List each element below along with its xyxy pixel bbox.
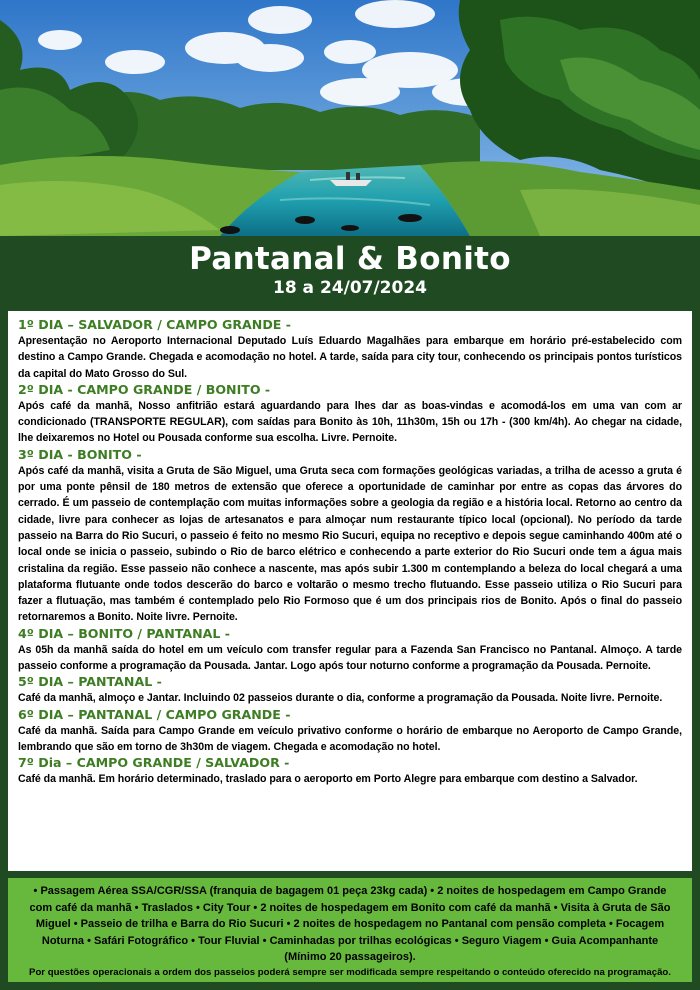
itinerary-panel [8,311,692,871]
day-5 [18,674,682,706]
day-6 [18,707,682,756]
day-title: 1º DIA – SALVADOR / CAMPO GRANDE - [18,317,292,332]
title-band [0,236,700,302]
day-1 [18,317,682,382]
hero-photo [0,0,700,236]
river-landscape-illustration [0,0,700,236]
day-description: Café da manhã. Saída para Campo Grande em veículo privativo conforme o horário de embarque no Aeroporto de Campo Grande, lembrando que são em torno de 3h30m de viagem. Chegada e acomodação no hotel. [18,724,682,753]
day-description: Café da manhã, almoço e Jantar. Incluindo 02 passeios durante o dia, conforme a programação da Pousada. Noite livre. Pernoite. [18,692,663,705]
day-4 [18,626,682,675]
day-title: 7º Dia – CAMPO GRANDE / SALVADOR - [18,755,290,771]
day-7 [18,755,682,787]
day-title: 2º DIA - CAMPO GRANDE / BONITO - [18,381,271,397]
day-title: 3º DIA - BONITO - [18,446,142,462]
day-title: 5º DIA – PANTANAL - [18,674,162,690]
day-3 [18,447,682,626]
day-description: Café da manhã. Em horário determinado, traslado para o aeroporto em Porto Alegre para embarque com destino a Salvador. [18,773,638,786]
day-title: 4º DIA – BONITO / PANTANAL - [18,625,231,641]
day-description: Após café da manhã, Nosso anfitrião estará aguardando para lhes dar as boas-vindas e acomodá-los em uma van com ar condicionado (TRANSPORTE REGULAR), com saídas para Bonito às 10h, 11h30m, 15h ou 17h - (300 km/4h). Ao chegar na cidade, lhe deixaremos no Hotel ou Pousada conforme sua escolha. Livre. Pernoite. [18,399,682,445]
day-description: Apresentação no Aeroporto Internacional Deputado Luís Eduardo Magalhães para embarque em horário pré-estabelecido com destino a Campo Grande. Chegada e acomodação no hotel. A tarde, saída para city tour, conhecendo os principais pontos turísticos da capital do Mato Grosso do Sul. [18,335,682,380]
page-title: Pantanal & Bonito [189,241,511,277]
day-title: 6º DIA – PANTANAL / CAMPO GRANDE - [18,706,291,722]
operational-note: Por questões operacionais a ordem dos passeios poderá sempre ser modificada sempre respeitando o conteúdo oferecido na programação. [29,966,671,978]
included-items: • Passagem Aérea SSA/CGR/SSA (franquia de bagagem 01 peça 23kg cada) • 2 noites de hospedagem em Campo Grande com café da manhã • Traslados • City Tour • 2 noites de hospedagem em Bonito com café da manhã • Visita à Gruta de São Miguel • Passeio de trilha e Barra do Rio Sucuri • 2 noites de hospedagem no Pantanal com pensão completa • Focagem Noturna • Safári Fotográfico • Tour Fluvial • Caminhadas por trilhas ecológicas • Seguro Viagem • Guia Acompanhante (Mínimo 20 passageiros). [29,885,671,963]
travel-dates: 18 a 24/07/2024 [272,278,427,298]
day-description: As 05h da manhã saída do hotel em um veículo com transfer regular para a Fazenda San Francisco no Pantanal. Almoço. A tarde passeio conforme a programação da Pousada. Jantar. Logo após tour noturno conforme a programação da Pousada. Pernoite. [18,643,682,673]
package-includes-box [8,878,692,982]
day-description: Após café da manhã, visita a Gruta de São Miguel, uma Gruta seca com formações geológicas variadas, a trilha de acesso a gruta é por uma ponte pênsil de 180 metros de extensão que oferece a oportunidade de caminhar por entre as copas das árvores do cerrado. É um passeio de contemplação com muitas informações sobre a geologia da região e a história local. Retorno ao centro da cidade, livre para conhecer as lojas de artesanatos e para almoçar num restaurante típico local (opcional). No período da tarde passeio na Barra do Rio Sucuri, o passeio é feito no mesmo Rio Sucuri, equipa no receptivo e depois segue caminhando 400m até o local onde se inicia o passeio, subindo o Rio de barco elétrico e conhecendo a parte exterior do Rio Sucuri onde tem a água mais cristalina da região. Esse passeio não conhece a nascente, mas após subir 1.300 m contemplando a beleza do local chegará a uma plataforma flutuante onde todos descerão do barco e voltarão o mesmo trecho flutuando. Esse passeio utiliza o Rio Sucuri para fazer a flutuação, mas também é contemplado pelo Rio Formoso que é um dos principais rios de Bonito. Após o final do passeio retornaremos a Bonito. Noite livre. Pernoite. [18,464,682,624]
day-2 [18,382,682,447]
